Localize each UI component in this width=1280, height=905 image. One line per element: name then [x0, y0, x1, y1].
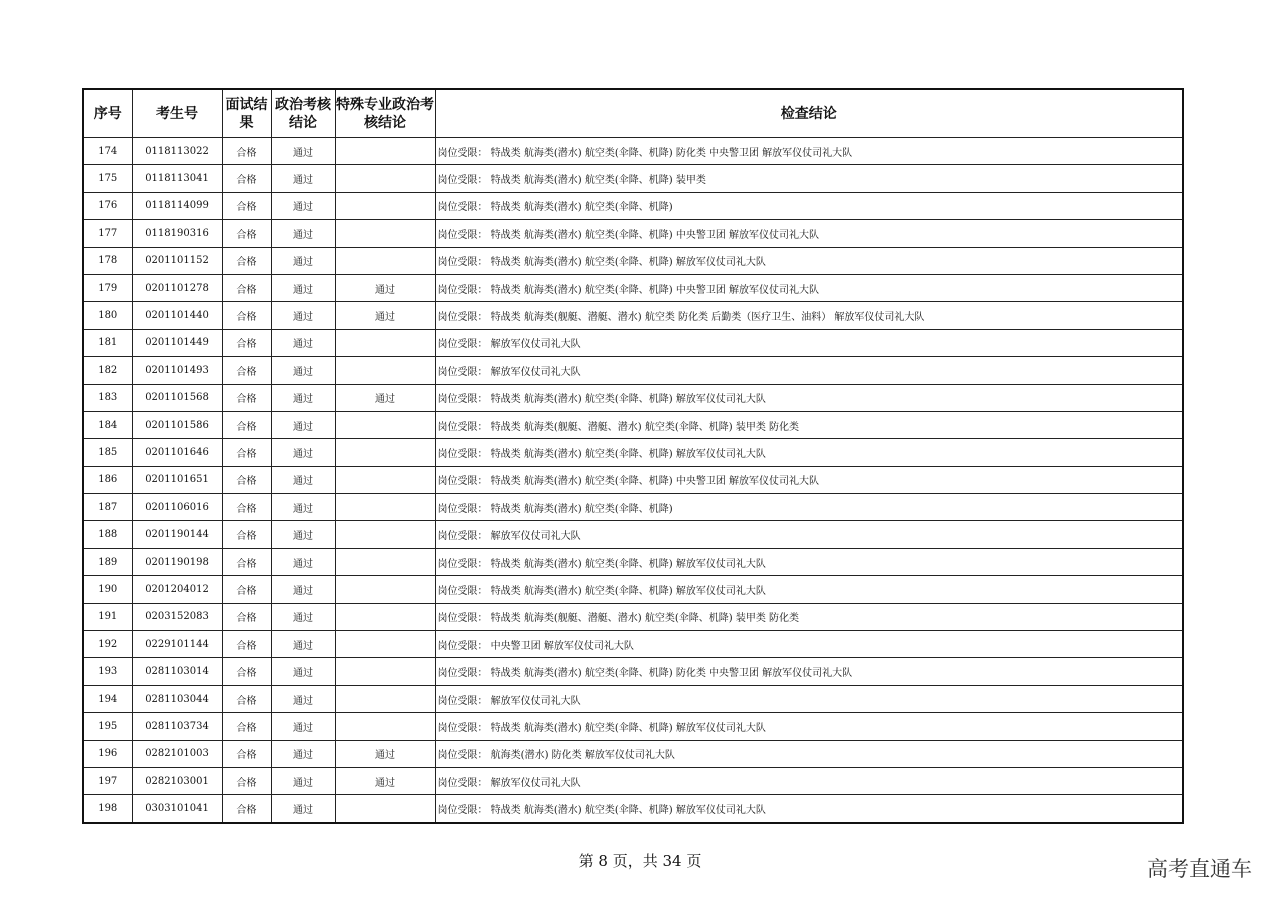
cell-conclusion: 岗位受限： 特战类 航海类(潜水) 航空类(伞降、机降)	[435, 192, 1183, 219]
cell-special-political	[335, 411, 435, 438]
cell-political: 通过	[271, 494, 335, 521]
cell-political: 通过	[271, 795, 335, 823]
cell-political: 通过	[271, 247, 335, 274]
cell-conclusion: 岗位受限： 特战类 航海类(潜水) 航空类(伞降、机降) 防化类 中央警卫团 解放军仪仗司礼大队	[435, 658, 1183, 685]
cell-seq: 177	[83, 220, 132, 247]
cell-political: 通过	[271, 658, 335, 685]
cell-political: 通过	[271, 384, 335, 411]
header-exam-no: 考生号	[132, 89, 222, 138]
cell-conclusion: 岗位受限： 特战类 航海类(潜水) 航空类(伞降、机降) 中央警卫团 解放军仪仗司礼大队	[435, 220, 1183, 247]
cell-seq: 178	[83, 247, 132, 274]
cell-interview: 合格	[222, 631, 271, 658]
cell-interview: 合格	[222, 302, 271, 329]
cell-special-political	[335, 439, 435, 466]
cell-special-political	[335, 220, 435, 247]
cell-political: 通过	[271, 740, 335, 767]
cell-political: 通过	[271, 220, 335, 247]
cell-exam-no: 0201101646	[132, 439, 222, 466]
cell-special-political	[335, 658, 435, 685]
cell-special-political	[335, 631, 435, 658]
cell-exam-no: 0303101041	[132, 795, 222, 823]
cell-interview: 合格	[222, 685, 271, 712]
cell-exam-no: 0201204012	[132, 576, 222, 603]
cell-exam-no: 0281103014	[132, 658, 222, 685]
cell-interview: 合格	[222, 548, 271, 575]
cell-political: 通过	[271, 274, 335, 301]
cell-political: 通过	[271, 302, 335, 329]
cell-conclusion: 岗位受限： 特战类 航海类(潜水) 航空类(伞降、机降) 装甲类	[435, 165, 1183, 192]
cell-conclusion: 岗位受限： 特战类 航海类(舰艇、潜艇、潜水) 航空类(伞降、机降) 装甲类 防化类	[435, 411, 1183, 438]
cell-exam-no: 0201101493	[132, 357, 222, 384]
cell-conclusion: 岗位受限： 解放军仪仗司礼大队	[435, 357, 1183, 384]
cell-conclusion: 岗位受限： 航海类(潜水) 防化类 解放军仪仗司礼大队	[435, 740, 1183, 767]
cell-exam-no: 0229101144	[132, 631, 222, 658]
cell-conclusion: 岗位受限： 特战类 航海类(潜水) 航空类(伞降、机降) 中央警卫团 解放军仪仗司礼大队	[435, 466, 1183, 493]
cell-seq: 186	[83, 466, 132, 493]
cell-conclusion: 岗位受限： 特战类 航海类(潜水) 航空类(伞降、机降) 解放军仪仗司礼大队	[435, 576, 1183, 603]
table-row	[83, 494, 1183, 521]
cell-conclusion: 岗位受限： 特战类 航海类(潜水) 航空类(伞降、机降) 中央警卫团 解放军仪仗司礼大队	[435, 274, 1183, 301]
cell-seq: 187	[83, 494, 132, 521]
cell-interview: 合格	[222, 658, 271, 685]
cell-special-political: 通过	[335, 274, 435, 301]
page-number: 第 8 页，共 34 页	[578, 852, 702, 870]
cell-conclusion: 岗位受限： 特战类 航海类(舰艇、潜艇、潜水) 航空类(伞降、机降) 装甲类 防化类	[435, 603, 1183, 630]
table-row	[83, 165, 1183, 192]
cell-conclusion: 岗位受限： 特战类 航海类(潜水) 航空类(伞降、机降) 解放军仪仗司礼大队	[435, 439, 1183, 466]
table-row	[83, 603, 1183, 630]
cell-exam-no: 0282103001	[132, 767, 222, 794]
cell-interview: 合格	[222, 767, 271, 794]
table-row	[83, 220, 1183, 247]
cell-special-political	[335, 165, 435, 192]
cell-interview: 合格	[222, 138, 271, 165]
cell-political: 通过	[271, 138, 335, 165]
cell-political: 通过	[271, 685, 335, 712]
cell-special-political	[335, 192, 435, 219]
cell-seq: 174	[83, 138, 132, 165]
cell-interview: 合格	[222, 795, 271, 823]
cell-exam-no: 0201101440	[132, 302, 222, 329]
cell-seq: 198	[83, 795, 132, 823]
cell-interview: 合格	[222, 466, 271, 493]
cell-special-political	[335, 795, 435, 823]
cell-interview: 合格	[222, 384, 271, 411]
cell-conclusion: 岗位受限： 特战类 航海类(潜水) 航空类(伞降、机降) 防化类 中央警卫团 解放军仪仗司礼大队	[435, 138, 1183, 165]
table-row	[83, 658, 1183, 685]
cell-exam-no: 0201101568	[132, 384, 222, 411]
header-special-political: 特殊专业政治考核结论	[335, 89, 435, 138]
cell-interview: 合格	[222, 494, 271, 521]
cell-exam-no: 0201101651	[132, 466, 222, 493]
cell-exam-no: 0118190316	[132, 220, 222, 247]
table-row	[83, 466, 1183, 493]
header-seq: 序号	[83, 89, 132, 138]
cell-seq: 175	[83, 165, 132, 192]
cell-special-political	[335, 521, 435, 548]
table-row	[83, 521, 1183, 548]
cell-exam-no: 0282101003	[132, 740, 222, 767]
cell-exam-no: 0281103044	[132, 685, 222, 712]
cell-exam-no: 0201101152	[132, 247, 222, 274]
cell-exam-no: 0118114099	[132, 192, 222, 219]
cell-interview: 合格	[222, 411, 271, 438]
cell-interview: 合格	[222, 220, 271, 247]
cell-special-political	[335, 138, 435, 165]
cell-political: 通过	[271, 767, 335, 794]
cell-conclusion: 岗位受限： 特战类 航海类(潜水) 航空类(伞降、机降) 解放军仪仗司礼大队	[435, 548, 1183, 575]
cell-interview: 合格	[222, 274, 271, 301]
cell-seq: 190	[83, 576, 132, 603]
cell-political: 通过	[271, 466, 335, 493]
cell-special-political	[335, 329, 435, 356]
cell-special-political	[335, 713, 435, 740]
table-row	[83, 247, 1183, 274]
cell-seq: 180	[83, 302, 132, 329]
cell-special-political: 通过	[335, 767, 435, 794]
table-row	[83, 384, 1183, 411]
cell-special-political: 通过	[335, 740, 435, 767]
table-row	[83, 302, 1183, 329]
cell-exam-no: 0201190198	[132, 548, 222, 575]
cell-exam-no: 0118113041	[132, 165, 222, 192]
header-interview: 面试结果	[222, 89, 271, 138]
cell-conclusion: 岗位受限： 解放军仪仗司礼大队	[435, 767, 1183, 794]
table-row	[83, 548, 1183, 575]
cell-exam-no: 0281103734	[132, 713, 222, 740]
cell-conclusion: 岗位受限： 解放军仪仗司礼大队	[435, 685, 1183, 712]
cell-interview: 合格	[222, 576, 271, 603]
cell-political: 通过	[271, 713, 335, 740]
cell-interview: 合格	[222, 165, 271, 192]
cell-exam-no: 0118113022	[132, 138, 222, 165]
table-row	[83, 192, 1183, 219]
watermark: 高考直通车	[1147, 857, 1252, 881]
cell-interview: 合格	[222, 740, 271, 767]
cell-seq: 189	[83, 548, 132, 575]
table-row	[83, 740, 1183, 767]
cell-conclusion: 岗位受限： 特战类 航海类(潜水) 航空类(伞降、机降) 解放军仪仗司礼大队	[435, 247, 1183, 274]
cell-interview: 合格	[222, 329, 271, 356]
cell-interview: 合格	[222, 521, 271, 548]
cell-interview: 合格	[222, 247, 271, 274]
cell-interview: 合格	[222, 192, 271, 219]
cell-exam-no: 0201101278	[132, 274, 222, 301]
cell-special-political: 通过	[335, 384, 435, 411]
cell-political: 通过	[271, 411, 335, 438]
table-row	[83, 274, 1183, 301]
cell-seq: 183	[83, 384, 132, 411]
cell-conclusion: 岗位受限： 特战类 航海类(潜水) 航空类(伞降、机降)	[435, 494, 1183, 521]
cell-special-political	[335, 247, 435, 274]
table-row	[83, 767, 1183, 794]
table-header	[83, 89, 1183, 138]
cell-conclusion: 岗位受限： 特战类 航海类(潜水) 航空类(伞降、机降) 解放军仪仗司礼大队	[435, 384, 1183, 411]
table-row	[83, 713, 1183, 740]
cell-seq: 188	[83, 521, 132, 548]
cell-conclusion: 岗位受限： 解放军仪仗司礼大队	[435, 329, 1183, 356]
header-political: 政治考核结论	[271, 89, 335, 138]
cell-special-political	[335, 576, 435, 603]
cell-conclusion: 岗位受限： 解放军仪仗司礼大队	[435, 521, 1183, 548]
cell-interview: 合格	[222, 603, 271, 630]
table-row	[83, 631, 1183, 658]
cell-seq: 185	[83, 439, 132, 466]
cell-seq: 184	[83, 411, 132, 438]
cell-seq: 191	[83, 603, 132, 630]
cell-exam-no: 0203152083	[132, 603, 222, 630]
table-row	[83, 329, 1183, 356]
results-table	[82, 88, 1184, 824]
cell-seq: 182	[83, 357, 132, 384]
table-body	[83, 138, 1183, 823]
table-row	[83, 685, 1183, 712]
cell-interview: 合格	[222, 357, 271, 384]
cell-seq: 176	[83, 192, 132, 219]
cell-conclusion: 岗位受限： 特战类 航海类(舰艇、潜艇、潜水) 航空类 防化类 后勤类（医疗卫生、油料） 解放军仪仗司礼大队	[435, 302, 1183, 329]
cell-interview: 合格	[222, 439, 271, 466]
cell-seq: 181	[83, 329, 132, 356]
cell-conclusion: 岗位受限： 中央警卫团 解放军仪仗司礼大队	[435, 631, 1183, 658]
table-row	[83, 439, 1183, 466]
table-row	[83, 576, 1183, 603]
cell-political: 通过	[271, 576, 335, 603]
cell-political: 通过	[271, 439, 335, 466]
cell-seq: 192	[83, 631, 132, 658]
table-row	[83, 795, 1183, 823]
cell-special-political: 通过	[335, 302, 435, 329]
cell-political: 通过	[271, 631, 335, 658]
table-row	[83, 138, 1183, 165]
header-conclusion: 检查结论	[435, 89, 1183, 138]
cell-conclusion: 岗位受限： 特战类 航海类(潜水) 航空类(伞降、机降) 解放军仪仗司礼大队	[435, 795, 1183, 823]
cell-seq: 179	[83, 274, 132, 301]
cell-special-political	[335, 548, 435, 575]
cell-political: 通过	[271, 357, 335, 384]
cell-special-political	[335, 494, 435, 521]
cell-seq: 194	[83, 685, 132, 712]
header-row	[83, 89, 1183, 138]
cell-special-political	[335, 603, 435, 630]
cell-political: 通过	[271, 548, 335, 575]
cell-seq: 196	[83, 740, 132, 767]
cell-exam-no: 0201101449	[132, 329, 222, 356]
cell-political: 通过	[271, 165, 335, 192]
cell-political: 通过	[271, 329, 335, 356]
cell-exam-no: 0201190144	[132, 521, 222, 548]
table-row	[83, 357, 1183, 384]
cell-special-political	[335, 685, 435, 712]
cell-political: 通过	[271, 192, 335, 219]
cell-conclusion: 岗位受限： 特战类 航海类(潜水) 航空类(伞降、机降) 解放军仪仗司礼大队	[435, 713, 1183, 740]
cell-political: 通过	[271, 603, 335, 630]
cell-political: 通过	[271, 521, 335, 548]
cell-seq: 195	[83, 713, 132, 740]
cell-interview: 合格	[222, 713, 271, 740]
cell-special-political	[335, 466, 435, 493]
cell-exam-no: 0201101586	[132, 411, 222, 438]
cell-exam-no: 0201106016	[132, 494, 222, 521]
cell-special-political	[335, 357, 435, 384]
cell-seq: 193	[83, 658, 132, 685]
table-row	[83, 411, 1183, 438]
cell-seq: 197	[83, 767, 132, 794]
